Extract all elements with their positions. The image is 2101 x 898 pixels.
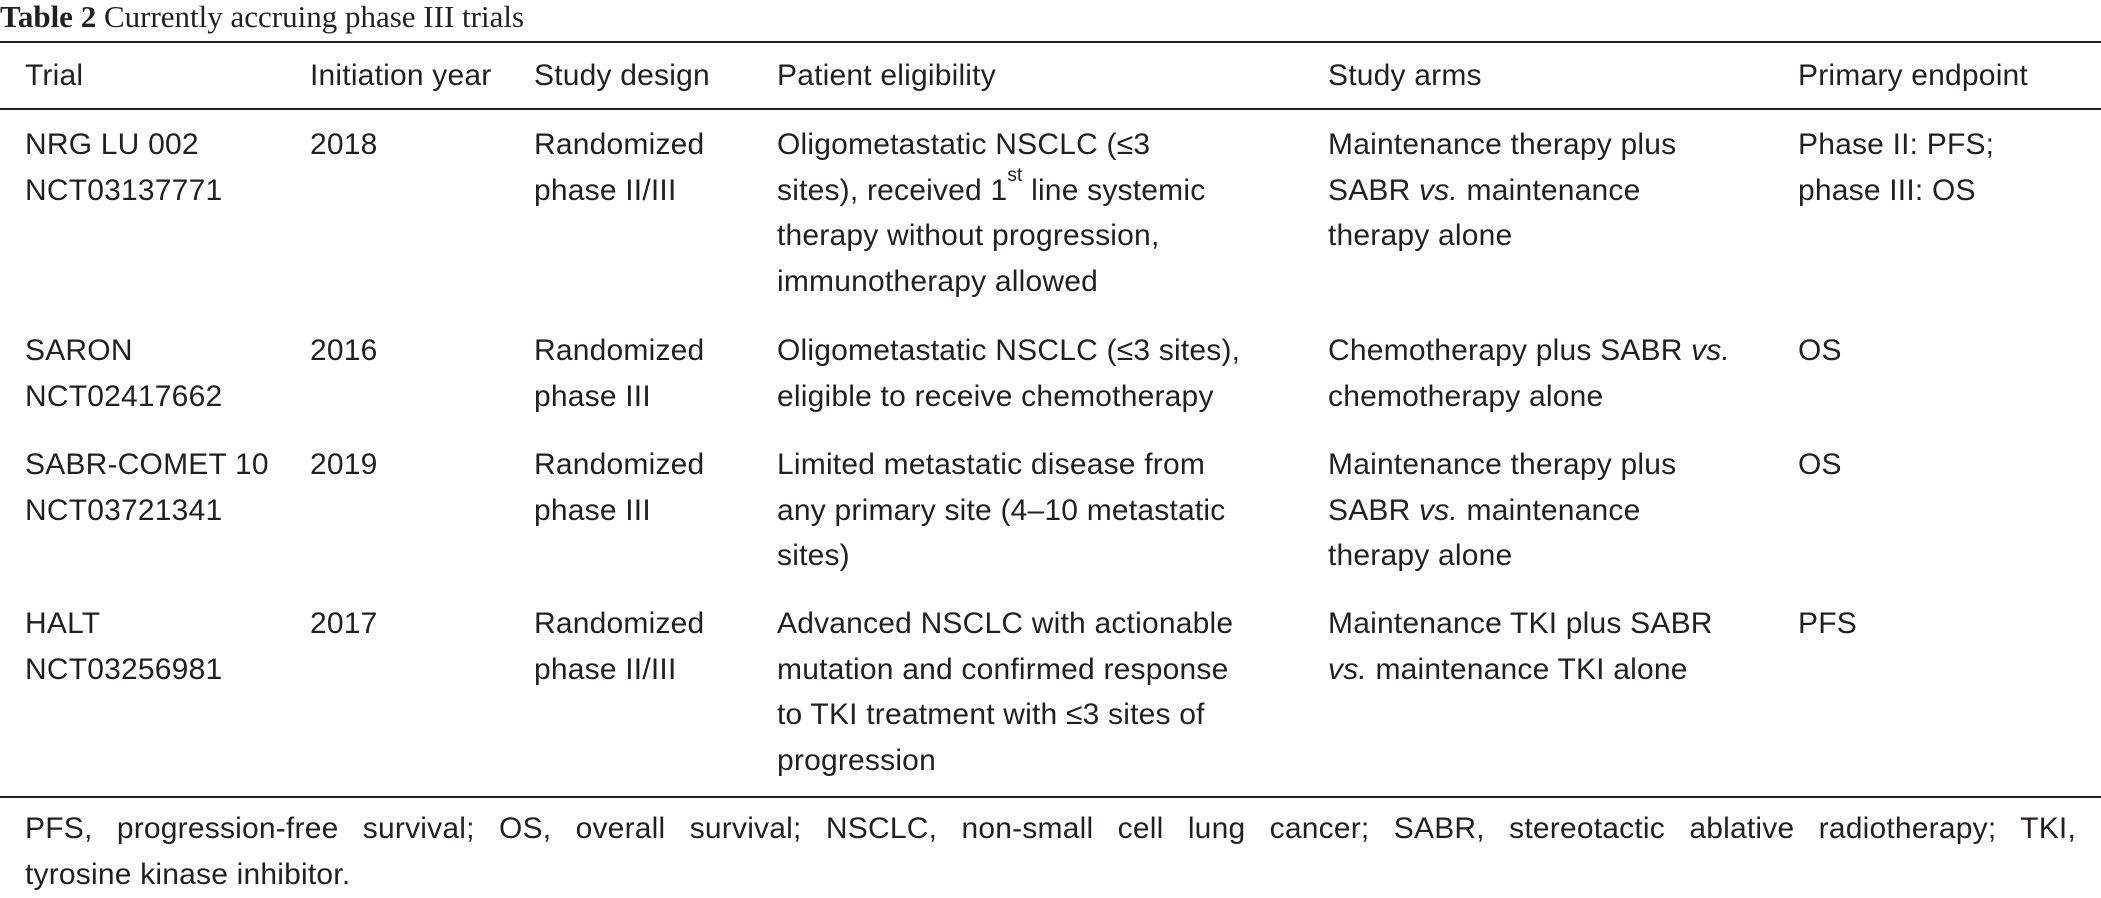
cell-line: phase II/III: [534, 173, 677, 207]
cell-line: SABR vs. maintenance: [1328, 493, 1641, 527]
header-study-design: Study design: [534, 59, 710, 92]
cell-line: Randomized: [534, 607, 705, 640]
cell-line: to TKI treatment with ≤3 sites of: [777, 698, 1205, 731]
cell-line: Maintenance therapy plus: [1328, 128, 1677, 161]
cell-line: OS: [1798, 334, 1842, 367]
top-rule: [0, 41, 2101, 43]
cell-line: immunotherapy allowed: [777, 264, 1099, 298]
cell-line: Randomized: [534, 334, 705, 367]
cell-line: Randomized: [534, 448, 705, 481]
cell-line: chemotherapy alone: [1328, 379, 1604, 413]
cell-trial: [25, 442, 269, 533]
cell-line: Randomized: [534, 128, 705, 161]
cell-line: HALT: [25, 607, 101, 640]
header-trial: Trial: [25, 59, 84, 92]
cell-patient-eligibility: [777, 442, 1225, 579]
cell-line: Maintenance TKI plus SABR: [1328, 607, 1713, 640]
cell-line: phase III: [534, 379, 651, 413]
cell-primary-endpoint: [1798, 122, 1994, 213]
table-caption: [0, 0, 524, 34]
header-primary-endpoint: Primary endpoint: [1798, 59, 2028, 92]
cell-patient-eligibility: [777, 328, 1240, 419]
header-rule: [0, 108, 2101, 110]
header-patient-eligibility: Patient eligibility: [777, 59, 996, 92]
cell-study-design: [534, 601, 704, 692]
cell-patient-eligibility: [777, 122, 1205, 304]
cell-study-arms: [1328, 328, 1730, 419]
header-initiation-year: Initiation year: [310, 59, 492, 92]
cell-patient-eligibility: [777, 601, 1233, 783]
cell-line: Advanced NSCLC with actionable: [777, 607, 1234, 640]
cell-initiation-year: [310, 328, 378, 374]
cell-line: Oligometastatic NSCLC (≤3 sites),: [777, 334, 1241, 367]
footnote-line: tyrosine kinase inhibitor.: [25, 858, 351, 891]
cell-initiation-year: [310, 601, 378, 647]
cell-line: Phase II: PFS;: [1798, 128, 1995, 161]
cell-line: 2016: [310, 334, 378, 367]
cell-initiation-year: [310, 442, 378, 488]
cell-line: NCT03256981: [25, 652, 223, 686]
cell-line: SARON: [25, 334, 133, 367]
cell-study-arms: [1328, 601, 1713, 692]
cell-line: therapy alone: [1328, 539, 1513, 572]
table-caption-label: Table 2: [0, 0, 97, 34]
cell-primary-endpoint: [1798, 328, 1842, 374]
cell-line: sites): [777, 539, 850, 572]
cell-line: 2018: [310, 128, 378, 161]
cell-line: PFS: [1798, 607, 1857, 640]
cell-study-arms: [1328, 122, 1676, 259]
table-footnote: [25, 806, 2076, 898]
cell-line: SABR-COMET 10: [25, 448, 269, 481]
cell-line: Maintenance therapy plus: [1328, 448, 1677, 481]
cell-study-design: [534, 328, 704, 419]
cell-line: therapy alone: [1328, 219, 1513, 252]
cell-line: progression: [777, 743, 936, 777]
bottom-rule: [0, 796, 2101, 798]
cell-line: phase II/III: [534, 652, 677, 686]
cell-line: OS: [1798, 448, 1842, 481]
cell-study-design: [534, 122, 704, 213]
cell-line: NCT02417662: [25, 379, 223, 413]
cell-line: NCT03721341: [25, 493, 223, 527]
cell-primary-endpoint: [1798, 442, 1842, 488]
cell-line: 2019: [310, 448, 378, 481]
cell-trial: [25, 328, 222, 419]
cell-line: Chemotherapy plus SABR vs.: [1328, 334, 1731, 367]
table-caption-title: Currently accruing phase III trials: [103, 0, 525, 34]
cell-line: sites), received 1st line systemic: [777, 164, 1206, 207]
cell-line: phase III: [534, 493, 651, 527]
cell-line: NRG LU 002: [25, 128, 199, 161]
cell-line: Limited metastatic disease from: [777, 448, 1206, 481]
cell-line: vs. maintenance TKI alone: [1328, 652, 1688, 686]
cell-line: eligible to receive chemotherapy: [777, 379, 1214, 413]
cell-line: mutation and confirmed response: [777, 652, 1229, 686]
cell-line: therapy without progression,: [777, 219, 1160, 252]
cell-line: any primary site (4–10 metastatic: [777, 493, 1226, 527]
cell-study-design: [534, 442, 704, 533]
cell-initiation-year: [310, 122, 378, 168]
header-study-arms: Study arms: [1328, 59, 1482, 92]
cell-line: phase III: OS: [1798, 173, 1976, 207]
cell-primary-endpoint: [1798, 601, 1857, 647]
cell-line: 2017: [310, 607, 378, 640]
cell-line: SABR vs. maintenance: [1328, 173, 1641, 207]
footnote-line: PFS, progression-free survival; OS, overall survival; NSCLC, non-small cell lung cancer; SABR, stereotactic ablative radiotherapy; TKI,: [25, 812, 2076, 845]
cell-trial: [25, 601, 222, 692]
cell-line: Oligometastatic NSCLC (≤3: [777, 128, 1151, 161]
cell-study-arms: [1328, 442, 1676, 579]
cell-trial: [25, 122, 222, 213]
cell-line: NCT03137771: [25, 173, 223, 207]
